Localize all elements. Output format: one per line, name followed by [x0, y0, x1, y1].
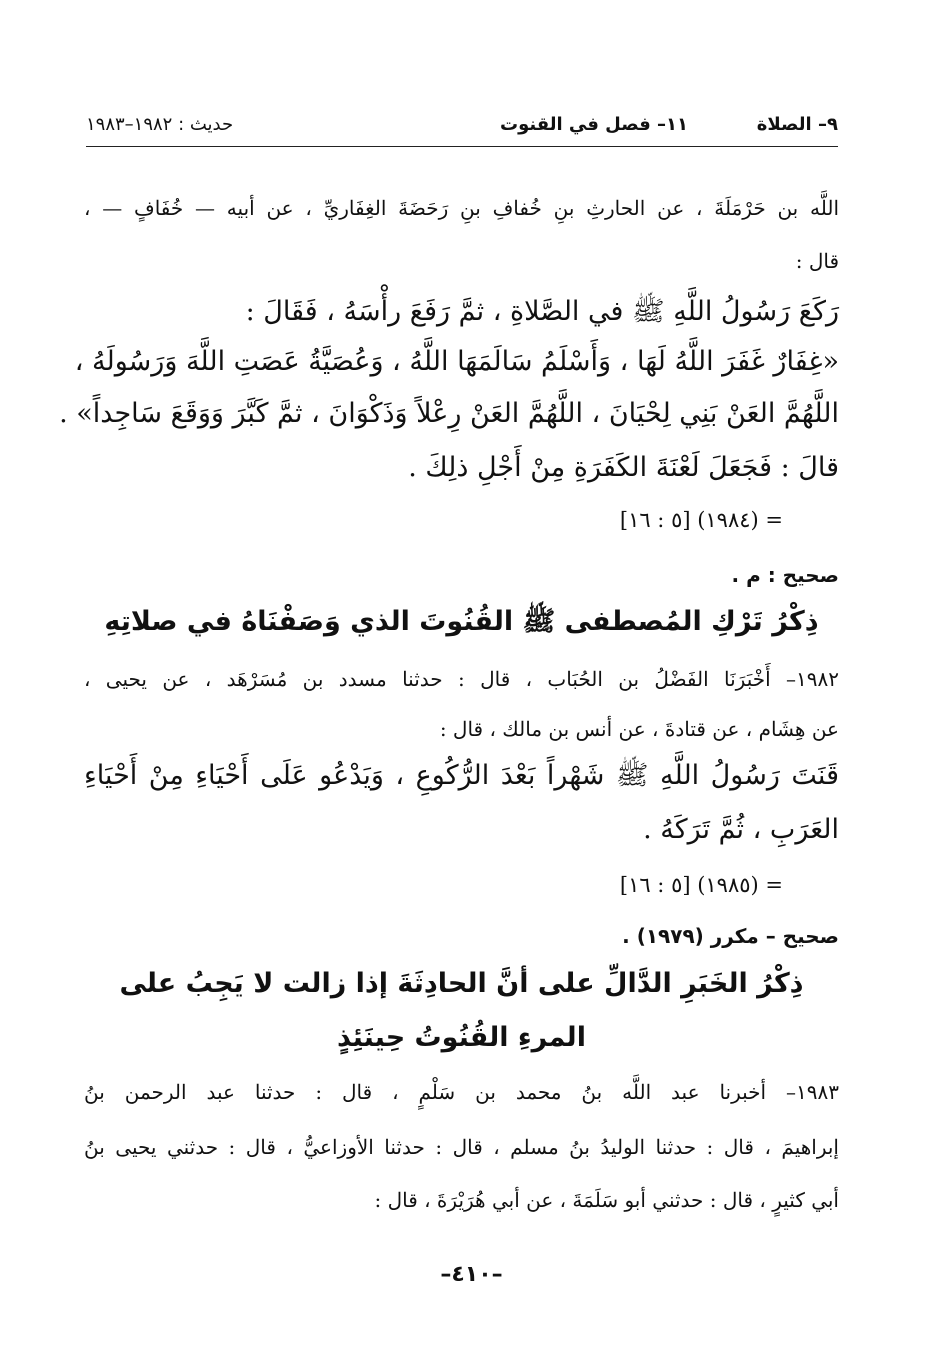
section-heading: المرءِ القُنُوتُ حِينَئِذٍ [337, 1022, 586, 1053]
isnad-line: ١٩٨٢– أَخْبَرَنَا الفَضْلُ بن الحُبَاب ، قال : حدثنا مسدد بن مُسَرْهَد ، عن يحيى ، [84, 667, 839, 691]
running-header [86, 108, 838, 144]
header-chapter: ٩– الصلاة [756, 114, 838, 135]
matn-line: قَنَتَ رَسُولُ اللَّهِ ﷺ شَهْراً بَعْدَ الرُّكُوعِ ، وَيَدْعُو عَلَى أَحْيَاءِ مِنْ أَحْيَاءِ [84, 760, 839, 791]
matn-line: رَكَعَ رَسُولُ اللَّهِ ﷺ في الصَّلاةِ ، ثمَّ رَفَعَ رأْسَهُ ، فَقَالَ : [245, 296, 839, 327]
matn-line: قالَ : فَجَعَلَ لَعْنَةَ الكَفَرَةِ مِنْ أَجْلِ ذلِكَ . [408, 452, 839, 483]
isnad-line: اللَّه بن حَرْمَلَةَ ، عن الحارثِ بنِ خُفافِ بنِ رَحَضَةَ الغِفَاريِّ ، عن أبيه — خُفَافٍ — ، [84, 196, 840, 220]
hadith-grade: صحيح : م . [731, 563, 839, 587]
section-heading: ذِكْرُ الخَبَرِ الدَّالِّ على أنَّ الحادِثَةَ إذا زالت لا يَجِبُ على [119, 968, 804, 999]
isnad-line: قال : [795, 249, 839, 273]
header-divider [86, 146, 838, 147]
isnad-line: إبراهيمَ ، قال : حدثنا الوليدُ بنُ مسلم ، قال : حدثنا الأوزاعيُّ ، قال : حدثني يحيى بنُ [84, 1135, 839, 1159]
cross-reference: = (١٩٨٥) [٥ : ١٦] [619, 873, 783, 897]
isnad-line: ١٩٨٣– أخبرنا عبد اللَّه بنُ محمد بن سَلْمٍ ، قال : حدثنا عبد الرحمن بنُ [84, 1080, 839, 1104]
page-number: –٤١٠– [440, 1262, 503, 1287]
matn-line: اللَّهُمَّ العَنْ بَنِي لِحْيَانَ ، اللَّهُمَّ العَنْ رِعْلاً وَذَكْوَانَ ، ثمَّ كَبَّرَ وَوَقَعَ سَاجِداً» . [59, 398, 839, 429]
hadith-grade: صحيح – مكرر (١٩٧٩) . [622, 924, 839, 948]
header-hadith-range: حديث : ١٩٨٢–١٩٨٣ [86, 114, 234, 135]
matn-line: العَرَبِ ، ثُمَّ تَرَكَهُ . [643, 814, 839, 845]
isnad-line: أبي كثيرٍ ، قال : حدثني أبو سَلَمَةَ ، عن أبي هُرَيْرَةَ ، قال : [374, 1188, 839, 1212]
matn-line: «غِفَارٌ غَفَرَ اللَّهُ لَهَا ، وَأَسْلَمُ سَالَمَهَا اللَّهُ ، وَعُصَيَّةُ عَصَتِ اللَّهَ وَرَسُولَهُ ، [74, 346, 839, 377]
header-section: ١١– فصل في القنوت [500, 114, 688, 135]
cross-reference: = (١٩٨٤) [٥ : ١٦] [619, 508, 783, 532]
isnad-line: عن هِشَام ، عن قتادةَ ، عن أنس بن مالك ، قال : [439, 717, 839, 741]
section-heading: ذِكْرُ تَرْكِ المُصطفى ﷺ القُنُوتَ الذي وَصَفْنَاهُ في صلاتِهِ [104, 606, 819, 637]
